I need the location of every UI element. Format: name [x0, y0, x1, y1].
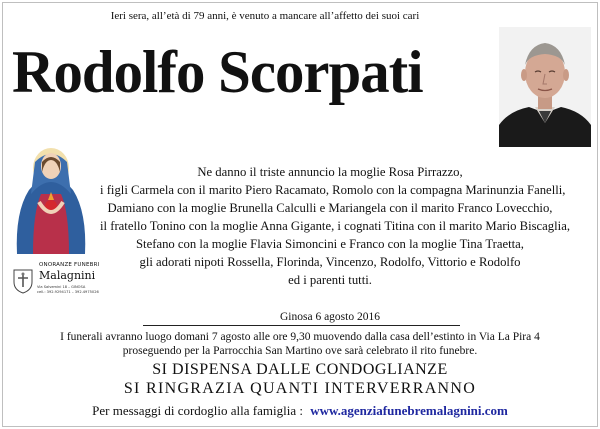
thanks-line: SI RINGRAZIA QUANTI INTERVERRANNO: [123, 380, 477, 397]
funeral-agency: [12, 262, 108, 298]
agency-address: Via Salvemini 18 – GINOSA: [37, 285, 86, 289]
contact-url-link[interactable]: www.agenziafunebremalagnini.com: [310, 403, 508, 418]
agency-name: Malagnini: [39, 269, 96, 282]
place-date: Ginosa 6 agosto 2016: [280, 311, 380, 323]
family-line: i figli Carmela con il marito Piero Racamato, Romolo con la compagna Marinunzia Fanelli,: [100, 183, 566, 197]
funeral-line: I funerali avranno luogo domani 7 agosto alle ore 9,30 muovendo dalla casa dell’estinto in Via La Pira 4: [60, 331, 540, 343]
agency-crest-icon: [12, 268, 34, 294]
family-line: il fratello Tonino con la moglie Anna Gigante, i cognati Titina con il marito Mario Biscaglia,: [100, 219, 570, 233]
no-condolences-line: SI DISPENSA DALLE CONDOGLIANZE: [152, 361, 448, 378]
sacred-heart-madonna-image: [11, 142, 91, 254]
funeral-line: proseguendo per la Parrocchia San Martino ove sarà celebrato il rito funebre.: [122, 345, 478, 357]
agency-phones: cell.: 392.9294171 – 392.4975026: [37, 290, 99, 294]
portrait-photo: [499, 27, 591, 147]
family-line: Ne danno il triste annuncio la moglie Rosa Pirrazzo,: [197, 165, 463, 179]
intro-line: Ieri sera, all’età di 79 anni, è venuto a mancare all’affetto dei suoi cari: [110, 10, 420, 22]
contact-label: Per messaggi di cordoglio alla famiglia :: [92, 403, 303, 418]
divider: [143, 325, 460, 326]
family-line: Damiano con la moglie Brunella Calculli e Mariangela con il marito Franco Lovecchio,: [107, 201, 553, 215]
family-announcement: [100, 163, 570, 289]
family-line: Stefano con la moglie Flavia Simoncini e Franco con la moglie Tina Traetta,: [136, 237, 524, 251]
deceased-name: Rodolfo Scorpati: [12, 39, 423, 105]
agency-label: ONORANZE FUNEBRI: [39, 262, 100, 268]
family-line: ed i parenti tutti.: [288, 273, 372, 287]
contact-line: [0, 403, 600, 419]
family-line: gli adorati nipoti Rossella, Florinda, Vincenzo, Rodolfo, Vittorio e Rodolfo: [139, 255, 521, 269]
funeral-details: [0, 330, 600, 358]
